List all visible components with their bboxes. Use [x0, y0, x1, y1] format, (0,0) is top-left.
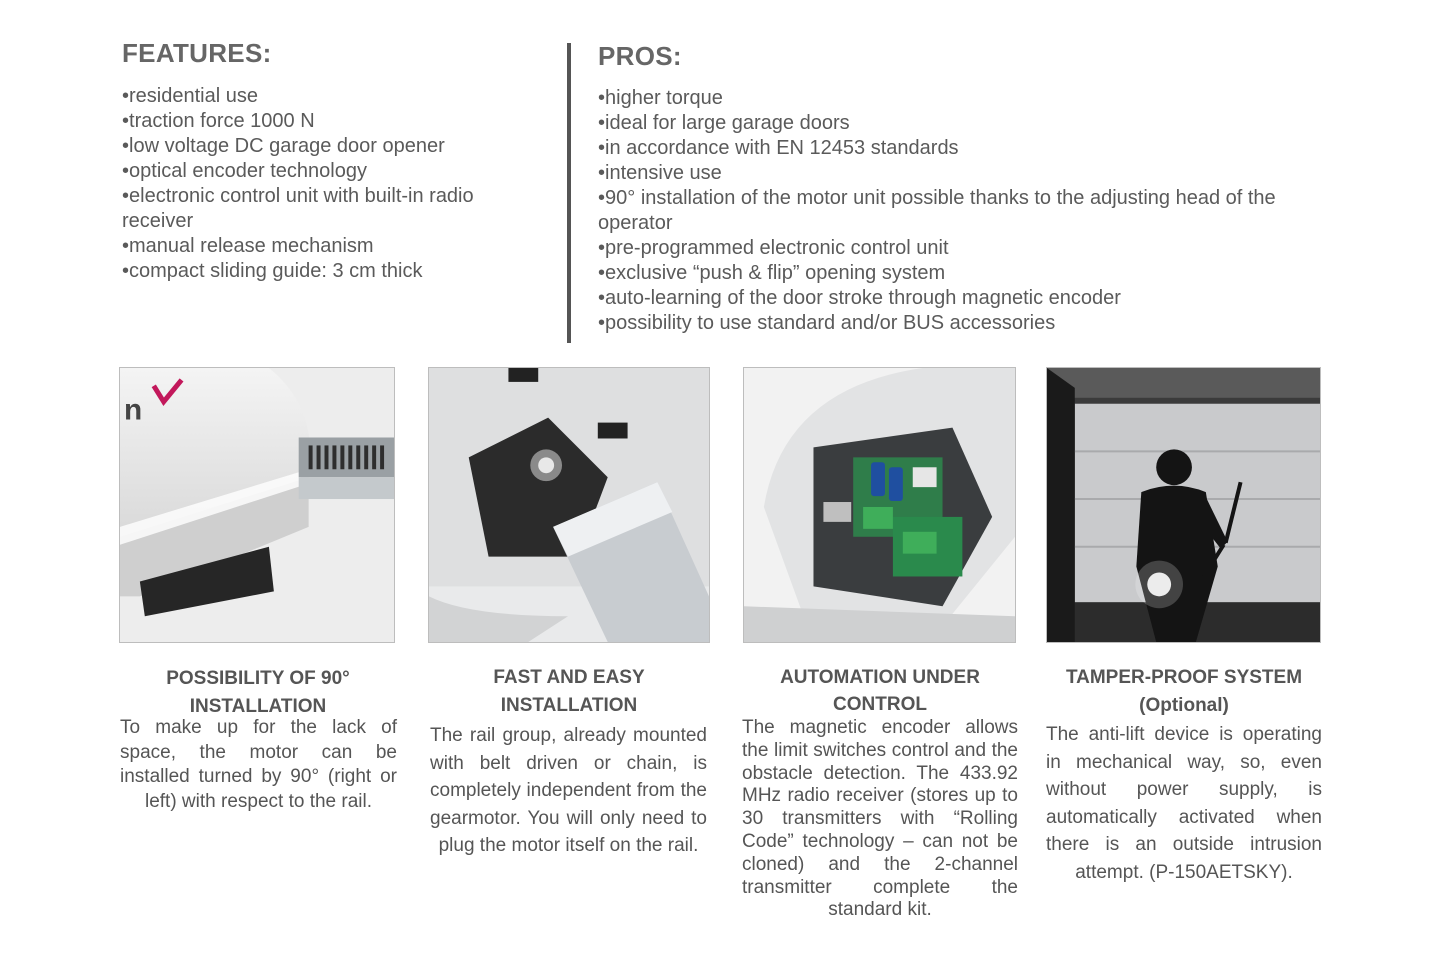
list-item: • pre-programmed electronic control unit	[598, 236, 1328, 261]
list-item: • possibility to use standard and/or BUS accessories	[598, 311, 1328, 336]
list-item: • compact sliding guide: 3 cm thick	[122, 259, 542, 284]
list-item: • optical encoder technology	[122, 159, 542, 184]
features-heading: FEATURES:	[122, 38, 272, 68]
list-item: • intensive use	[598, 161, 1328, 186]
pros-heading: PROS:	[598, 41, 682, 71]
list-item: • electronic control unit with built-in radio receiver	[122, 184, 542, 234]
card-text-tamper-proof: The anti-lift device is operating in mechanical way, so, even without power supply, is automatically activated when there is an outside intrusion attempt. (P-150AETSKY).	[1046, 724, 1322, 883]
features-list	[122, 84, 542, 284]
card-title-automation: AUTOMATION UNDER CONTROL	[780, 667, 980, 715]
list-item: • manual release mechanism	[122, 234, 542, 259]
column-divider	[567, 43, 571, 343]
card-title-easy-installation: FAST AND EASY INSTALLATION	[493, 667, 645, 716]
svg-text:n: n	[123, 393, 143, 427]
card-title-90-installation: POSSIBILITY OF 90° INSTALLATION	[166, 668, 350, 717]
list-item: • exclusive “push & flip” opening system	[598, 261, 1328, 286]
tamper-proof-photo	[1046, 367, 1321, 643]
list-item: • 90° installation of the motor unit possible thanks to the adjusting head of the operator	[598, 186, 1328, 236]
rail-mounting-photo	[428, 367, 710, 643]
card-title-tamper-proof: TAMPER-PROOF SYSTEM (Optional)	[1065, 667, 1303, 716]
list-item: • ideal for large garage doors	[598, 111, 1328, 136]
list-item: • in accordance with EN 12453 standards	[598, 136, 1328, 161]
motor-90-degree-photo	[119, 367, 395, 643]
pros-list	[598, 86, 1328, 336]
card-text-90-installation: To make up for the lack of space, the motor can be installed turned by 90° (right or left) with respect to the rail.	[120, 717, 397, 812]
list-item: • auto-learning of the door stroke through magnetic encoder	[598, 286, 1328, 311]
list-item: • traction force 1000 N	[122, 109, 542, 134]
card-text-automation: The magnetic encoder allows the limit switches control and the obstacle detection. The 433.92 MHz radio receiver (stores up to 30 transmitters with “Rolling Code” technology – can not be cloned) and the 2-channel transmitter complete the standard kit.	[742, 717, 1018, 921]
control-unit-photo	[743, 367, 1016, 643]
list-item: • residential use	[122, 84, 542, 109]
list-item: • low voltage DC garage door opener	[122, 134, 542, 159]
card-text-easy-installation: The rail group, already mounted with belt driven or chain, is completely independent from the gearmotor. You will only need to plug the motor itself on the rail.	[430, 725, 707, 856]
list-item: • higher torque	[598, 86, 1328, 111]
